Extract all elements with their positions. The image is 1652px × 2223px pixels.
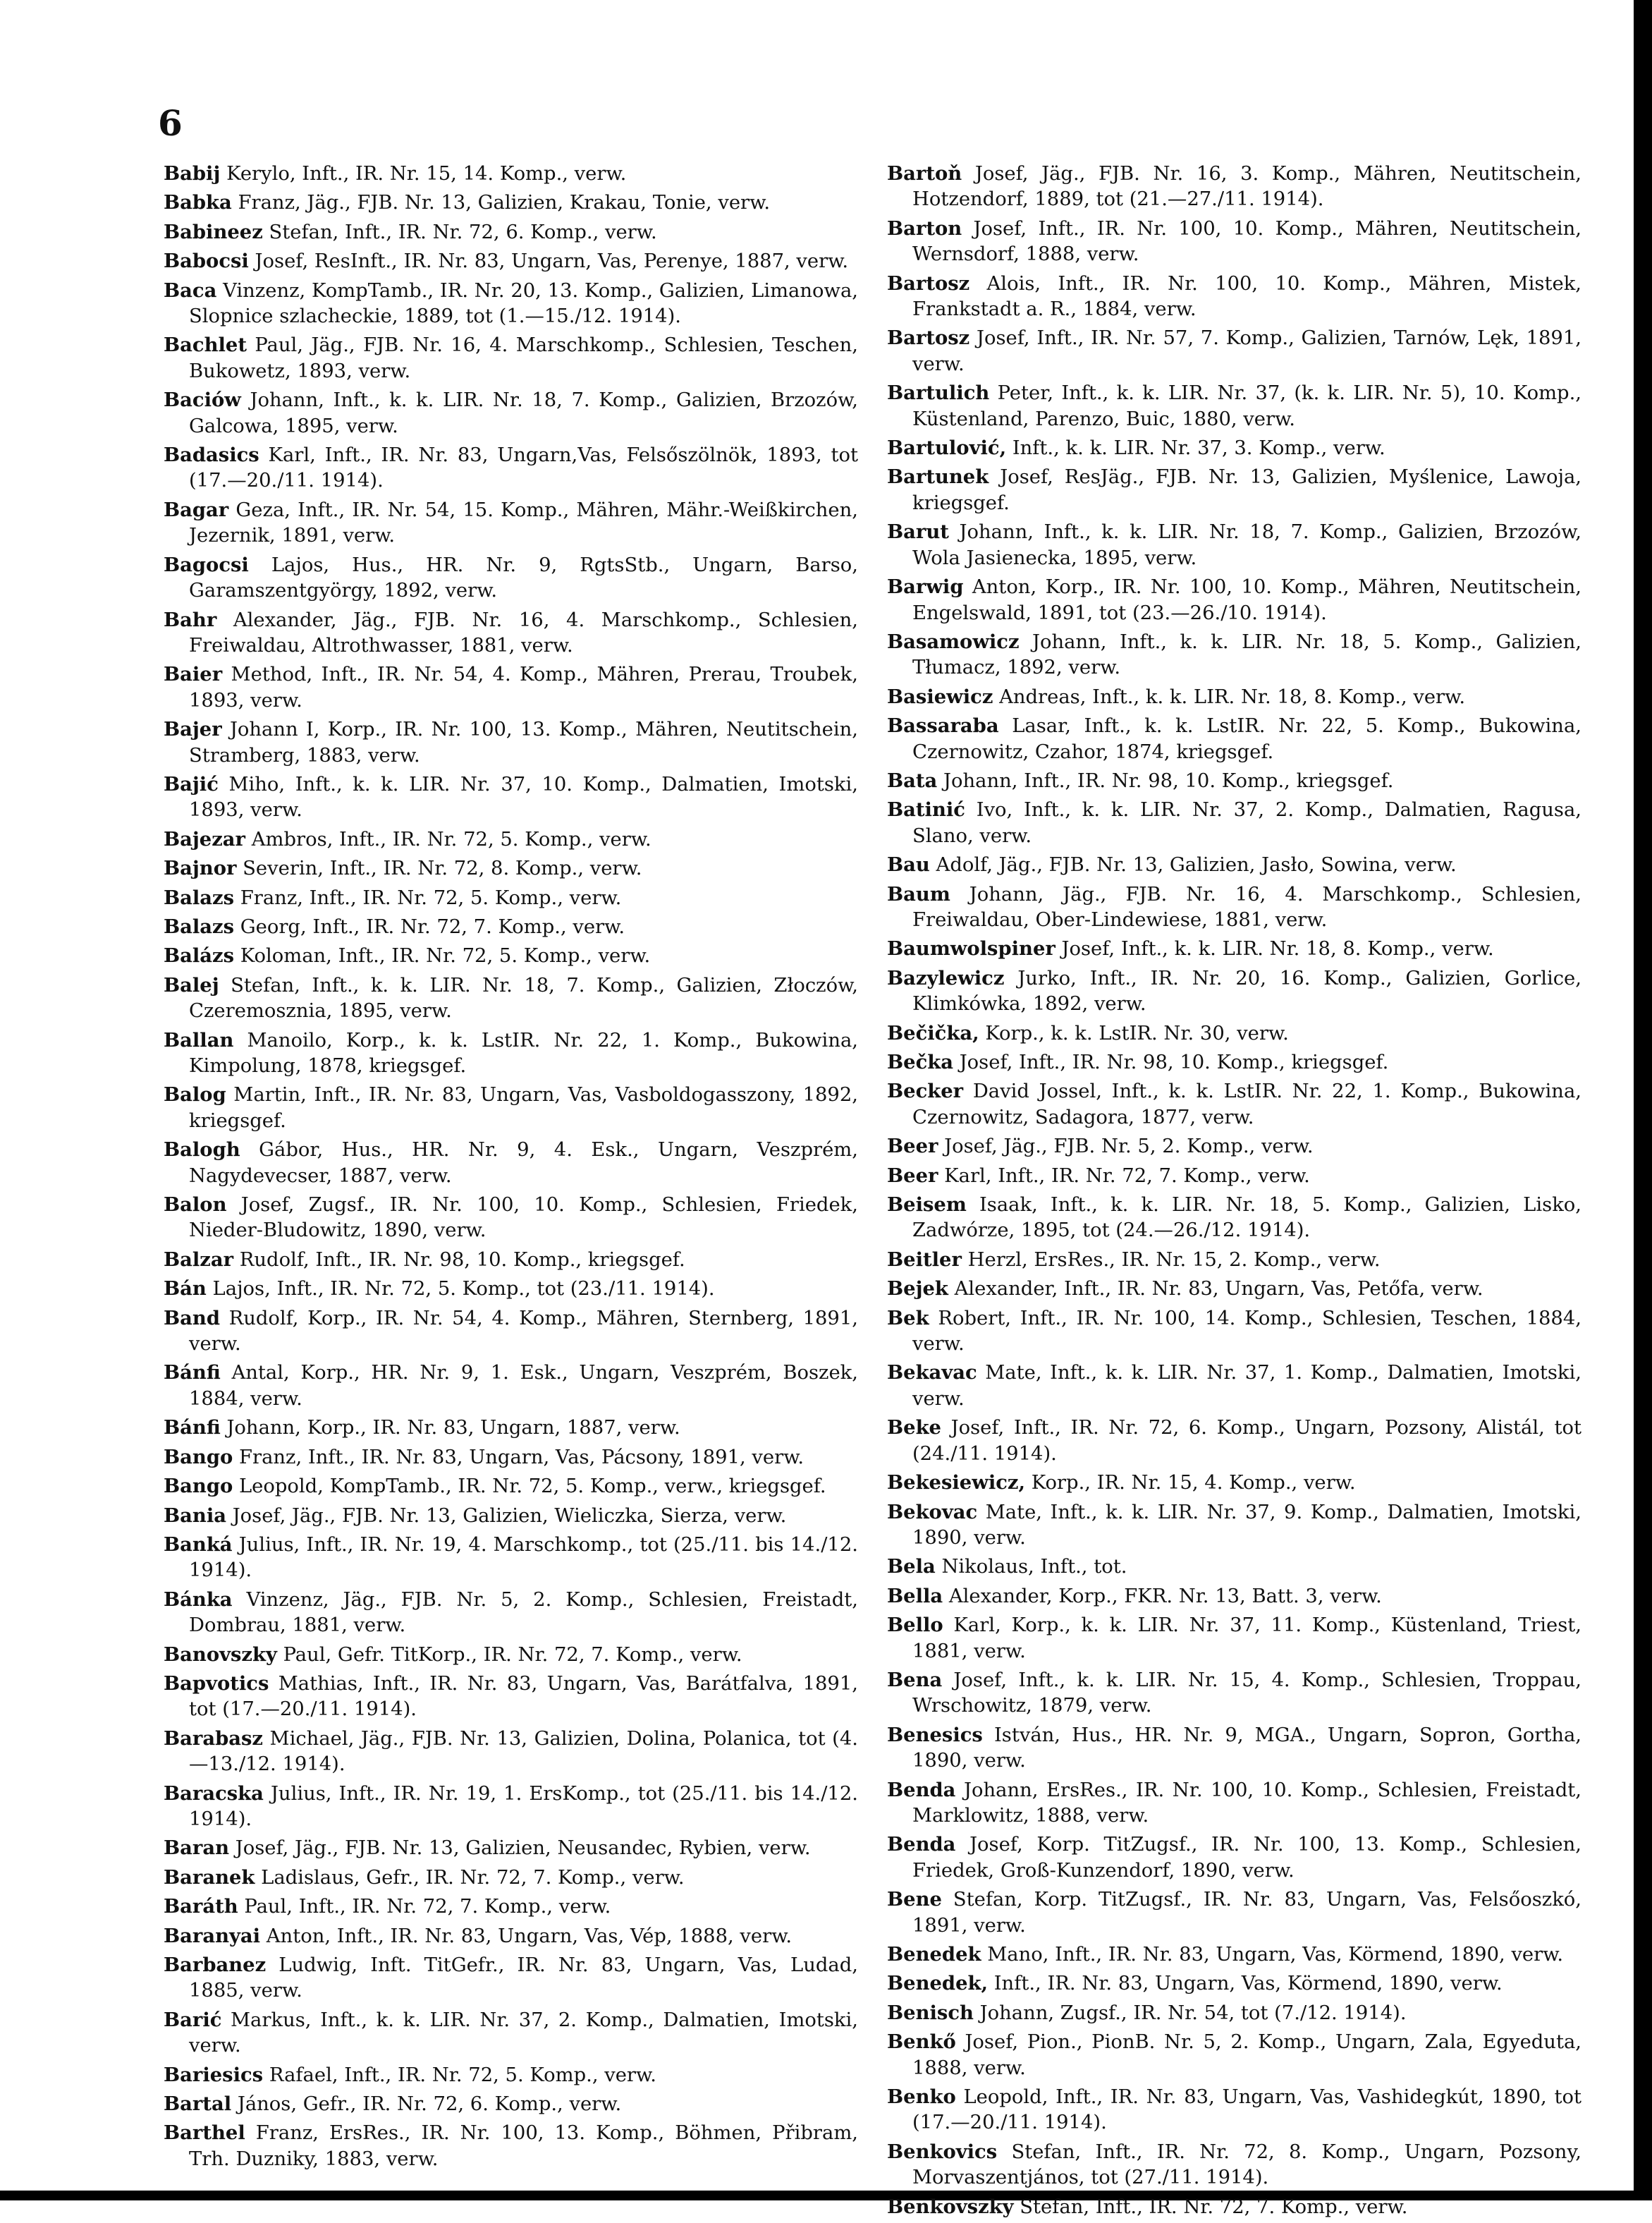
entry-details: Josef, Inft., IR. Nr. 100, 10. Komp., Mähren, Neutitschein, Wernsdorf, 1888, verw. — [912, 217, 1581, 266]
entry-surname: Bango — [164, 1475, 233, 1498]
list-item — [887, 684, 1581, 710]
entry-details: Alexander, Jäg., FJB. Nr. 16, 4. Marschkomp., Schlesien, Freiwaldau, Altrothwasser, 1881, verw. — [189, 609, 858, 657]
entry-surname: Balázs — [164, 944, 235, 968]
list-item — [887, 1415, 1581, 1467]
entry-details: Paul, Gefr. TitKorp., IR. Nr. 72, 7. Komp., verw. — [283, 1643, 742, 1666]
list-item — [887, 1499, 1581, 1552]
entry-surname: Becker — [887, 1080, 964, 1103]
entry-surname: Bekovac — [887, 1500, 978, 1523]
list-item — [164, 1726, 858, 1778]
entry-surname: Bartosz — [887, 272, 970, 295]
entry-details: Georg, Inft., IR. Nr. 72, 7. Komp., verw. — [240, 915, 625, 938]
list-item — [887, 1832, 1581, 1884]
entry-details: Josef, Jäg., FJB. Nr. 13, Galizien, Wieliczka, Sierza, verw. — [232, 1504, 787, 1527]
entry-surname: Beer — [887, 1164, 938, 1187]
entry-surname: Bagocsi — [164, 553, 249, 576]
entry-details: Nikolaus, Inft., tot. — [941, 1556, 1127, 1578]
entry-details: Paul, Jäg., FJB. Nr. 16, 4. Marschkomp., Schlesien, Teschen, Bukowetz, 1893, verw. — [189, 334, 858, 382]
entry-surname: Bečka — [887, 1051, 953, 1073]
entry-surname: Baranek — [164, 1865, 255, 1889]
entry-details: Mate, Inft., k. k. LIR. Nr. 37, 9. Komp., Dalmatien, Imotski, 1890, verw. — [912, 1501, 1581, 1549]
entry-details: Inft., k. k. LIR. Nr. 37, 3. Komp., verw. — [1012, 437, 1385, 460]
entry-surname: Benisch — [887, 2001, 974, 2024]
entry-details: Vinzenz, Jäg., FJB. Nr. 5, 2. Komp., Schlesien, Freistadt, Dombrau, 1881, verw. — [189, 1588, 858, 1637]
entry-details: Josef, Zugsf., IR. Nr. 100, 10. Komp., Schlesien, Friedek, Nieder-Bludowitz, 1890, verw. — [189, 1194, 858, 1242]
entry-details: Julius, Inft., IR. Nr. 19, 4. Marschkomp., tot (25./11. bis 14./12. 1914). — [189, 1533, 858, 1582]
entry-details: Karl, Korp., k. k. LIR. Nr. 37, 11. Komp., Küstenland, Triest, 1881, verw. — [912, 1614, 1581, 1662]
list-item — [164, 607, 858, 659]
list-item — [164, 248, 858, 274]
right-column — [887, 161, 1581, 2223]
entry-surname: Bene — [887, 1888, 942, 1911]
list-item — [887, 1583, 1581, 1609]
entry-surname: Bartulović, — [887, 437, 1007, 460]
entry-details: Koloman, Inft., IR. Nr. 72, 5. Komp., verw. — [240, 945, 651, 968]
entry-details: Mate, Inft., k. k. LIR. Nr. 37, 1. Komp., Dalmatien, Imotski, verw. — [912, 1362, 1581, 1410]
entry-details: Mano, Inft., IR. Nr. 83, Ungarn, Vas, Körmend, 1890, verw. — [987, 1944, 1564, 1966]
entry-surname: Banovszky — [164, 1643, 277, 1666]
entry-surname: Benedek — [887, 1943, 981, 1966]
entry-details: Johann, ErsRes., IR. Nr. 100, 10. Komp., Schlesien, Freistadt, Marklowitz, 1888, verw. — [912, 1779, 1581, 1827]
entry-details: Johann, Inft., k. k. LIR. Nr. 18, 7. Komp., Galizien, Brzozów, Wola Jasienecka, 1895, verw. — [912, 521, 1581, 569]
entry-surname: Beer — [887, 1135, 938, 1158]
entry-surname: Bartoň — [887, 162, 962, 185]
entry-details: Josef, Jäg., FJB. Nr. 5, 2. Komp., verw. — [944, 1135, 1314, 1158]
entry-details: Adolf, Jäg., FJB. Nr. 13, Galizien, Jasło, Sowina, verw. — [936, 854, 1457, 877]
list-item — [887, 797, 1581, 849]
list-item — [164, 1952, 858, 2004]
entry-surname: Babka — [164, 191, 232, 214]
list-item — [887, 2194, 1581, 2220]
list-item — [887, 2029, 1581, 2081]
entry-details: Lajos, Inft., IR. Nr. 72, 5. Komp., tot (23./11. 1914). — [212, 1278, 715, 1301]
entry-details: Ivo, Inft., k. k. LIR. Nr. 37, 2. Komp., Dalmatien, Ragusa, Slano, verw. — [912, 799, 1582, 847]
entry-details: Josef, ResJäg., FJB. Nr. 13, Galizien, Myślenice, Lawoja, kriegsgef. — [912, 466, 1581, 514]
entry-surname: Bapvotics — [164, 1671, 269, 1695]
entry-details: János, Gefr., IR. Nr. 72, 6. Komp., verw. — [237, 2093, 622, 2116]
entry-surname: Bekavac — [887, 1361, 977, 1384]
entry-surname: Banká — [164, 1533, 233, 1556]
entry-surname: Benkovics — [887, 2140, 998, 2163]
entry-details: Franz, ErsRes., IR. Nr. 100, 13. Komp., Böhmen, Přibram, Trh. Duzniky, 1883, verw. — [189, 2122, 859, 2170]
list-item — [887, 1667, 1581, 1719]
list-item — [887, 1777, 1581, 1829]
entry-surname: Bánfi — [164, 1361, 221, 1384]
list-item — [164, 2007, 858, 2059]
entry-details: Franz, Inft., IR. Nr. 83, Ungarn, Vas, Pácsony, 1891, verw. — [238, 1446, 804, 1468]
entry-details: Josef, Inft., k. k. LIR. Nr. 15, 4. Komp., Schlesien, Troppau, Wrschowitz, 1879, verw. — [912, 1669, 1581, 1717]
entry-details: Korp., k. k. LstIR. Nr. 30, verw. — [985, 1022, 1289, 1044]
entry-surname: Benedek, — [887, 1972, 989, 1995]
entry-surname: Barut — [887, 520, 949, 544]
list-item — [164, 717, 858, 769]
entry-surname: Baran — [164, 1837, 229, 1860]
entry-details: Manoilo, Korp., k. k. LstIR. Nr. 22, 1. Komp., Bukowina, Kimpolung, 1878, kriegsgef. — [189, 1029, 858, 1077]
list-item — [887, 519, 1581, 571]
list-item — [887, 1078, 1581, 1131]
list-item — [164, 1587, 858, 1639]
list-item — [164, 190, 858, 216]
entry-details: Stefan, Inft., IR. Nr. 72, 7. Komp., verw. — [1020, 2195, 1408, 2218]
entry-details: István, Hus., HR. Nr. 9, MGA., Ungarn, Sopron, Gortha, 1890, verw. — [912, 1724, 1582, 1772]
entry-surname: Balog — [164, 1083, 226, 1107]
entry-details: Gábor, Hus., HR. Nr. 9, 4. Esk., Ungarn, Veszprém, Nagydevecser, 1887, verw. — [189, 1139, 858, 1187]
entry-details: Josef, ResInft., IR. Nr. 83, Ungarn, Vas, Perenye, 1887, verw. — [255, 250, 849, 273]
entry-surname: Bajnor — [164, 857, 237, 880]
entry-details: Mathias, Inft., IR. Nr. 83, Ungarn, Vas, Barátfalva, 1891, tot (17.—20./11. 1914). — [189, 1672, 858, 1721]
entry-surname: Balej — [164, 973, 219, 997]
list-item — [164, 1305, 858, 1358]
entry-surname: Bello — [887, 1614, 943, 1637]
list-item — [887, 271, 1581, 323]
entry-surname: Bachlet — [164, 334, 247, 357]
entry-details: Anton, Inft., IR. Nr. 83, Ungarn, Vas, Vép, 1888, verw. — [266, 1925, 793, 1947]
entry-surname: Bariesics — [164, 2063, 264, 2086]
entry-details: Lasar, Inft., k. k. LstIR. Nr. 22, 5. Komp., Bukowina, Czernowitz, Czahor, 1874, kriegsgef. — [912, 715, 1581, 763]
entry-surname: Bartosz — [887, 327, 970, 350]
entry-surname: Balazs — [164, 886, 235, 909]
entry-surname: Barwig — [887, 575, 964, 599]
list-item — [164, 1082, 858, 1134]
entry-details: Markus, Inft., k. k. LIR. Nr. 37, 2. Komp., Dalmatien, Imotski, verw. — [189, 2009, 858, 2057]
entry-surname: Baum — [887, 882, 950, 906]
list-item — [887, 574, 1581, 626]
entry-surname: Bek — [887, 1306, 929, 1329]
entry-surname: Band — [164, 1306, 220, 1329]
entry-details: Kerylo, Inft., IR. Nr. 15, 14. Komp., verw. — [226, 163, 627, 185]
list-item — [887, 2139, 1581, 2191]
list-item — [164, 1865, 858, 1891]
list-item — [164, 1192, 858, 1244]
entry-details: Michael, Jäg., FJB. Nr. 13, Galizien, Dolina, Polanica, tot (4.—13./12. 1914). — [189, 1727, 858, 1776]
entry-details: Ladislaus, Gefr., IR. Nr. 72, 7. Komp., verw. — [261, 1866, 685, 1889]
entry-details: Josef, Inft., IR. Nr. 72, 6. Komp., Ungarn, Pozsony, Alistál, tot (24./11. 1914). — [912, 1417, 1581, 1465]
scan-border-right — [1634, 0, 1652, 2200]
list-item — [164, 1642, 858, 1668]
list-item — [164, 943, 858, 969]
entry-surname: Baracska — [164, 1782, 264, 1805]
entry-surname: Basiewicz — [887, 685, 993, 708]
entry-surname: Bán — [164, 1277, 207, 1301]
list-item — [887, 1305, 1581, 1358]
entry-details: Peter, Inft., k. k. LIR. Nr. 37, (k. k. LIR. Nr. 5), 10. Komp., Küstenland, Parenzo, Buic, 1880, verw. — [912, 382, 1581, 430]
entry-surname: Babineez — [164, 220, 263, 243]
entry-surname: Badasics — [164, 444, 259, 467]
entry-details: Andreas, Inft., k. k. LIR. Nr. 18, 8. Komp., verw. — [999, 686, 1466, 708]
entry-details: Johann I, Korp., IR. Nr. 100, 13. Komp., Mähren, Neutitschein, Stramberg, 1883, verw. — [189, 719, 858, 767]
entry-details: Ambros, Inft., IR. Nr. 72, 5. Komp., verw. — [251, 828, 651, 851]
entry-surname: Bau — [887, 853, 930, 877]
entry-surname: Bena — [887, 1668, 943, 1691]
list-item — [164, 387, 858, 439]
entry-surname: Bečička, — [887, 1021, 979, 1044]
list-item — [887, 1470, 1581, 1496]
list-item — [164, 161, 858, 187]
entry-details: Stefan, Inft., IR. Nr. 72, 6. Komp., verw. — [269, 221, 657, 243]
list-item — [164, 914, 858, 940]
entry-details: Method, Inft., IR. Nr. 54, 4. Komp., Mähren, Prerau, Troubek, 1893, verw. — [189, 664, 858, 712]
entry-details: Leopold, Inft., IR. Nr. 83, Ungarn, Vas, Vashidegkút, 1890, tot (17.—20./11. 1914). — [912, 2086, 1581, 2134]
entry-details: Johann, Inft., k. k. LIR. Nr. 18, 7. Komp., Galizien, Brzozów, Galcowa, 1895, verw. — [189, 389, 858, 437]
entry-surname: Bagar — [164, 498, 229, 521]
entry-surname: Balzar — [164, 1248, 234, 1271]
list-item — [164, 1532, 858, 1584]
entry-details: Miho, Inft., k. k. LIR. Nr. 37, 10. Komp., Dalmatien, Imotski, 1893, verw. — [189, 773, 858, 822]
entry-surname: Benko — [887, 2085, 956, 2109]
list-item — [887, 161, 1581, 213]
entry-surname: Balon — [164, 1193, 227, 1217]
entry-details: Julius, Inft., IR. Nr. 19, 1. ErsKomp., tot (25./11. bis 14./12. 1914). — [189, 1782, 858, 1830]
entry-details: Vinzenz, KompTamb., IR. Nr. 20, 13. Komp., Galizien, Limanowa, Slopnice szlacheckie, 1889, tot (1.—15./12. 1914). — [189, 279, 858, 328]
entry-surname: Bejek — [887, 1277, 948, 1301]
list-item — [887, 1163, 1581, 1189]
entry-surname: Barbanez — [164, 1954, 267, 1976]
list-item — [164, 278, 858, 330]
list-item — [887, 1887, 1581, 1939]
list-item — [887, 882, 1581, 934]
list-item — [164, 1360, 858, 1412]
list-item — [887, 1360, 1581, 1412]
entry-details: Rudolf, Korp., IR. Nr. 54, 4. Komp., Mähren, Sternberg, 1891, verw. — [189, 1307, 858, 1356]
list-item — [887, 380, 1581, 432]
entry-surname: Baráth — [164, 1895, 238, 1918]
entry-details: Josef, Korp. TitZugsf., IR. Nr. 100, 13. Komp., Schlesien, Friedek, Groß-Kunzendorf, 1890, verw. — [912, 1834, 1581, 1882]
list-item — [887, 1971, 1581, 1997]
entry-surname: Balazs — [164, 915, 235, 938]
entry-surname: Bajić — [164, 772, 219, 796]
entry-details: Leopold, KompTamb., IR. Nr. 72, 5. Komp., verw., kriegsgef. — [238, 1475, 826, 1498]
entry-details: Stefan, Korp. TitZugsf., IR. Nr. 83, Ungarn, Vas, Felsőoszkó, 1891, verw. — [912, 1889, 1581, 1937]
list-item — [887, 1722, 1581, 1774]
list-item — [887, 1247, 1581, 1273]
entry-details: Josef, Jäg., FJB. Nr. 16, 3. Komp., Mähren, Neutitschein, Hotzendorf, 1889, tot (21.—27./11. 1914). — [912, 163, 1581, 211]
left-column — [164, 161, 858, 2175]
entry-surname: Bata — [887, 769, 938, 792]
list-item — [164, 497, 858, 549]
list-item — [164, 2120, 858, 2172]
list-item — [164, 1923, 858, 1949]
entry-surname: Baca — [164, 279, 217, 302]
entry-surname: Bajezar — [164, 827, 245, 851]
entry-surname: Babocsi — [164, 250, 249, 273]
entry-details: Antal, Korp., HR. Nr. 9, 1. Esk., Ungarn, Veszprém, Boszek, 1884, verw. — [189, 1362, 858, 1410]
list-item — [887, 325, 1581, 377]
entry-details: Herzl, ErsRes., IR. Nr. 15, 2. Komp., verw. — [967, 1248, 1381, 1271]
entry-details: Isaak, Inft., k. k. LIR. Nr. 18, 5. Komp., Galizien, Lisko, Zadwórze, 1895, tot (24.—26./12. 1914). — [912, 1194, 1581, 1242]
entry-details: Johann, Inft., IR. Nr. 98, 10. Komp., kriegsgef. — [943, 769, 1394, 792]
entry-surname: Bajer — [164, 718, 222, 741]
page-number: 6 — [158, 102, 183, 144]
entry-details: Paul, Inft., IR. Nr. 72, 7. Komp., verw. — [244, 1896, 611, 1918]
entry-details: Karl, Inft., IR. Nr. 83, Ungarn,Vas, Felsőszölnök, 1893, tot (17.—20./11. 1914). — [189, 444, 858, 492]
entry-details: Martin, Inft., IR. Nr. 83, Ungarn, Vas, Vasboldogasszony, 1892, kriegsgef. — [189, 1084, 858, 1132]
list-item — [164, 1444, 858, 1470]
list-item — [887, 2000, 1581, 2026]
list-item — [164, 1503, 858, 1529]
list-item — [164, 552, 858, 604]
list-item — [887, 216, 1581, 268]
entry-details: Lajos, Hus., HR. Nr. 9, RgtsStb., Ungarn, Barso, Garamszentgyörgy, 1892, verw. — [189, 554, 858, 602]
entry-details: Josef, Inft., IR. Nr. 98, 10. Komp., kriegsgef. — [959, 1052, 1389, 1073]
entry-surname: Barthel — [164, 2121, 245, 2145]
list-item — [887, 936, 1581, 962]
list-item — [887, 464, 1581, 516]
list-item — [164, 1247, 858, 1273]
entry-details: Geza, Inft., IR. Nr. 54, 15. Komp., Mähren, Mähr.-Weißkirchen, Jezernik, 1891, verw. — [189, 499, 858, 547]
entry-details: Josef, Pion., PionB. Nr. 5, 2. Komp., Ungarn, Zala, Egyeduta, 1888, verw. — [912, 2031, 1581, 2079]
entry-details: Johann, Inft., k. k. LIR. Nr. 18, 5. Komp., Galizien, Tłumacz, 1892, verw. — [912, 631, 1581, 679]
entry-details: Severin, Inft., IR. Nr. 72, 8. Komp., verw. — [243, 858, 642, 880]
entry-surname: Benda — [887, 1778, 956, 1801]
list-item — [887, 1942, 1581, 1968]
list-item — [164, 973, 858, 1025]
entry-surname: Bela — [887, 1555, 936, 1578]
list-item — [887, 435, 1581, 461]
entry-details: Korp., IR. Nr. 15, 4. Komp., verw. — [1031, 1472, 1356, 1494]
list-item — [164, 1781, 858, 1833]
entry-details: Johann, Zugsf., IR. Nr. 54, tot (7./12. 1914). — [979, 2002, 1407, 2024]
list-item — [164, 1671, 858, 1723]
entry-details: Alexander, Inft., IR. Nr. 83, Ungarn, Vas, Petőfa, verw. — [954, 1278, 1483, 1301]
entry-details: Alois, Inft., IR. Nr. 100, 10. Komp., Mähren, Mistek, Frankstadt a. R., 1884, verw. — [912, 272, 1581, 321]
list-item — [887, 1021, 1581, 1047]
list-item — [164, 2062, 858, 2088]
entry-surname: Bahr — [164, 608, 217, 631]
entry-surname: Beke — [887, 1416, 941, 1439]
list-item — [164, 1137, 858, 1189]
entry-details: Jurko, Inft., IR. Nr. 20, 16. Komp., Galizien, Gorlice, Klimkówka, 1892, verw. — [912, 967, 1581, 1016]
entry-details: Alexander, Korp., FKR. Nr. 13, Batt. 3, verw. — [948, 1585, 1382, 1607]
entry-details: Johann, Korp., IR. Nr. 83, Ungarn, 1887, verw. — [226, 1417, 680, 1439]
list-item — [887, 1554, 1581, 1580]
list-item — [164, 442, 858, 494]
list-item — [887, 629, 1581, 681]
entry-details: Stefan, Inft., IR. Nr. 72, 8. Komp., Ungarn, Pozsony, Morvaszentjános, tot (27./11. 1914). — [912, 2140, 1581, 2189]
entry-surname: Basamowicz — [887, 630, 1020, 653]
entry-surname: Benda — [887, 1833, 956, 1856]
list-item — [164, 2091, 858, 2117]
entry-surname: Benkovszky — [887, 2195, 1014, 2218]
list-item — [887, 1192, 1581, 1244]
entry-details: Stefan, Inft., k. k. LIR. Nr. 18, 7. Komp., Galizien, Złoczów, Czeremosznia, 1895, verw. — [189, 974, 858, 1023]
list-item — [887, 966, 1581, 1018]
entry-surname: Batinić — [887, 798, 965, 822]
entry-details: Josef, Jäg., FJB. Nr. 13, Galizien, Neusandec, Rybien, verw. — [235, 1837, 811, 1860]
entry-surname: Beitler — [887, 1248, 962, 1271]
list-item — [164, 332, 858, 384]
list-item — [164, 885, 858, 911]
entry-surname: Baier — [164, 663, 223, 686]
list-item — [164, 1894, 858, 1920]
entry-surname: Balogh — [164, 1138, 240, 1162]
list-item — [887, 1133, 1581, 1159]
list-item — [887, 1276, 1581, 1302]
entry-details: Karl, Inft., IR. Nr. 72, 7. Komp., verw. — [944, 1164, 1310, 1187]
list-item — [164, 1276, 858, 1302]
entry-details: Franz, Inft., IR. Nr. 72, 5. Komp., verw. — [240, 887, 622, 909]
entry-surname: Benkő — [887, 2030, 956, 2054]
entry-surname: Baranyai — [164, 1924, 261, 1947]
list-item — [887, 1612, 1581, 1664]
entry-surname: Barton — [887, 217, 962, 240]
entry-surname: Baciów — [164, 389, 241, 412]
entry-surname: Babij — [164, 162, 221, 185]
entry-details: Josef, Inft., IR. Nr. 57, 7. Komp., Galizien, Tarnów, Lęk, 1891, verw. — [912, 327, 1581, 375]
entry-surname: Bania — [164, 1504, 226, 1527]
list-item — [887, 1049, 1581, 1076]
list-item — [887, 713, 1581, 765]
entry-details: Ludwig, Inft. TitGefr., IR. Nr. 83, Ungarn, Vas, Ludad, 1885, verw. — [189, 1954, 858, 2002]
entry-surname: Baumwolspiner — [887, 937, 1056, 961]
list-item — [164, 827, 858, 853]
list-item — [164, 1835, 858, 1861]
entry-details: Robert, Inft., IR. Nr. 100, 14. Komp., Schlesien, Teschen, 1884, verw. — [912, 1307, 1581, 1356]
entry-details: David Jossel, Inft., k. k. LstIR. Nr. 22, 1. Komp., Bukowina, Czernowitz, Sadagora, 1877, verw. — [912, 1080, 1581, 1128]
entry-surname: Ballan — [164, 1028, 234, 1052]
entry-surname: Bazylewicz — [887, 966, 1005, 989]
entry-surname: Barić — [164, 2008, 222, 2031]
list-item — [164, 219, 858, 245]
list-item — [164, 662, 858, 714]
list-item — [164, 1028, 858, 1080]
entry-surname: Beisem — [887, 1193, 967, 1217]
entry-surname: Bartulich — [887, 382, 990, 405]
list-item — [164, 1473, 858, 1499]
entry-surname: Barabasz — [164, 1726, 263, 1750]
entry-surname: Bekesiewicz, — [887, 1471, 1025, 1494]
entry-details: Josef, Inft., k. k. LIR. Nr. 18, 8. Komp., verw. — [1061, 938, 1494, 961]
entry-details: Franz, Jäg., FJB. Nr. 13, Galizien, Krakau, Tonie, verw. — [238, 192, 771, 214]
list-item — [164, 1415, 858, 1441]
entry-surname: Bartunek — [887, 465, 989, 489]
entry-details: Rafael, Inft., IR. Nr. 72, 5. Komp., verw. — [269, 2064, 656, 2086]
entry-surname: Bánka — [164, 1588, 233, 1611]
entry-surname: Bassaraba — [887, 714, 999, 738]
entry-surname: Bánfi — [164, 1416, 221, 1439]
list-item — [887, 852, 1581, 878]
list-item — [164, 855, 858, 882]
entry-surname: Bango — [164, 1445, 233, 1468]
list-item — [887, 2084, 1581, 2136]
entry-details: Anton, Korp., IR. Nr. 100, 10. Komp., Mähren, Neutitschein, Engelswald, 1891, tot (23.—26./10. 1914). — [912, 576, 1581, 624]
entry-surname: Bartal — [164, 2093, 232, 2116]
entry-details: Rudolf, Inft., IR. Nr. 98, 10. Komp., kriegsgef. — [239, 1248, 685, 1271]
entry-details: Inft., IR. Nr. 83, Ungarn, Vas, Körmend, 1890, verw. — [993, 1973, 1503, 1995]
list-item — [164, 772, 858, 824]
entry-details: Johann, Jäg., FJB. Nr. 16, 4. Marschkomp., Schlesien, Freiwaldau, Ober-Lindewiese, 1881, verw. — [912, 883, 1581, 931]
entry-surname: Bella — [887, 1584, 943, 1607]
list-item — [887, 768, 1581, 794]
entry-surname: Benesics — [887, 1723, 983, 1746]
